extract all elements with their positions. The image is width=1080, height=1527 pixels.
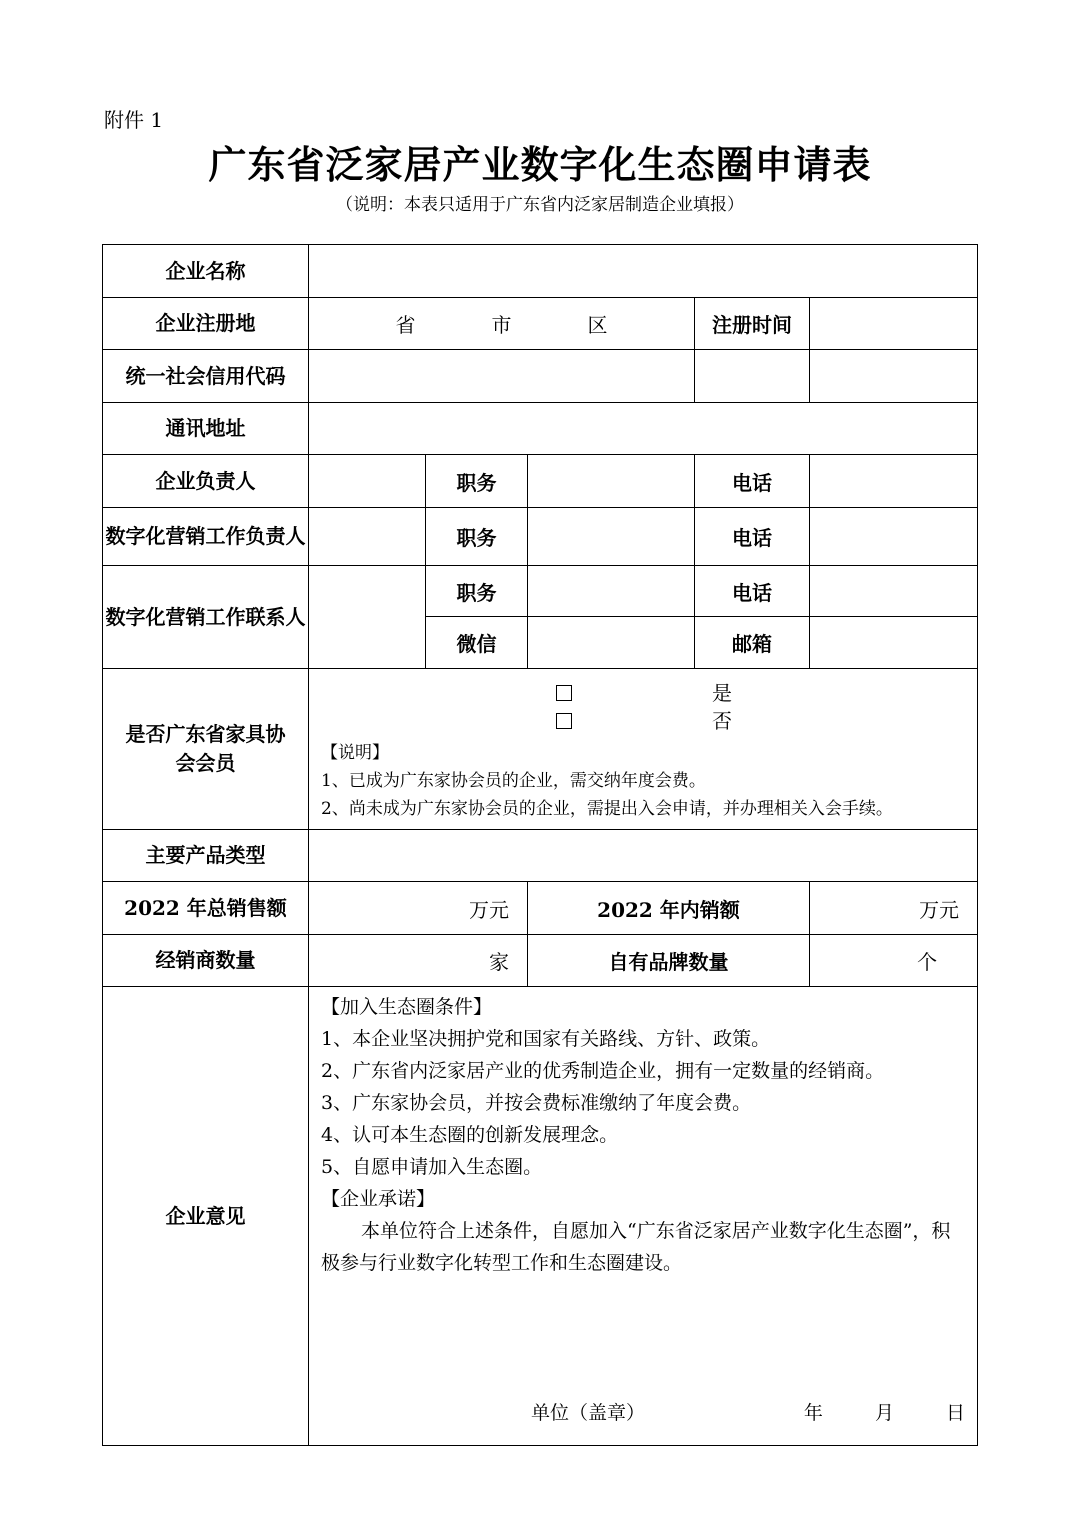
row-dealers-brands: [103, 935, 978, 987]
row-address: [103, 403, 978, 455]
marketing-contact-phone-label: 电话: [695, 566, 810, 617]
marketing-contact-position-field[interactable]: [528, 566, 695, 617]
products-label: 主要产品类型: [103, 830, 309, 882]
opinion-label: 企业意见: [103, 987, 309, 1446]
email-label: 邮箱: [695, 617, 810, 669]
condition-5: 5、自愿申请加入生态圈。: [321, 1156, 543, 1178]
company-name-label: 企业名称: [103, 245, 309, 298]
opinion-cell[interactable]: [309, 987, 978, 1446]
marketing-leader-position-label: 职务: [426, 508, 528, 566]
condition-2: 2、广东省内泛家居产业的优秀制造企业，拥有一定数量的经销商。: [321, 1060, 885, 1082]
brands-label: 自有品牌数量: [528, 935, 810, 987]
reg-place-field[interactable]: [309, 298, 695, 350]
domestic-sales-unit: 万元: [919, 897, 960, 922]
total-sales-field[interactable]: [309, 882, 528, 935]
day-label: 日: [946, 1402, 966, 1424]
brands-unit: 个: [917, 950, 938, 974]
form-title: 广东省泛家居产业数字化生态圈申请表: [208, 142, 872, 187]
credit-code-label: 统一社会信用代码: [103, 350, 309, 403]
province-label: 省: [395, 313, 416, 337]
dealers-label: 经销商数量: [103, 935, 309, 987]
reg-time-field[interactable]: [810, 298, 978, 350]
form-note: （说明：本表只适用于广东省内泛家居制造企业填报）: [336, 195, 744, 215]
row-marketing-contact-1: [103, 566, 978, 617]
marketing-contact-position-label: 职务: [426, 566, 528, 617]
company-name-field[interactable]: [309, 245, 978, 298]
row-marketing-leader: [103, 508, 978, 566]
products-field[interactable]: [309, 830, 978, 882]
leader-label: 企业负责人: [103, 455, 309, 508]
member-note-1: 1、已成为广东家协会员的企业，需交纳年度会费。: [321, 771, 706, 791]
marketing-contact-name-field[interactable]: [309, 566, 426, 669]
leader-phone-field[interactable]: [810, 455, 978, 508]
leader-name-field[interactable]: [309, 455, 426, 508]
member-yes-label: 是: [712, 681, 733, 705]
application-form-table: [102, 244, 978, 1446]
promise-text: 本单位符合上述条件，自愿加入“广东省泛家居产业数字化生态圈”，积极参与行业数字化转型工作和生态圈建设。: [321, 1220, 951, 1274]
blank-cell[interactable]: [695, 350, 810, 403]
domestic-sales-field[interactable]: [810, 882, 978, 935]
reg-time-label: 注册时间: [695, 298, 810, 350]
condition-4: 4、认可本生态圈的创新发展理念。: [321, 1124, 619, 1146]
row-leader: [103, 455, 978, 508]
marketing-leader-phone-field[interactable]: [810, 508, 978, 566]
wechat-label: 微信: [426, 617, 528, 669]
condition-3: 3、广东家协会员，并按会费标准缴纳了年度会费。: [321, 1092, 752, 1114]
member-note-2: 2、尚未成为广东家协会员的企业，需提出入会申请，并办理相关入会手续。: [321, 799, 893, 819]
address-field[interactable]: [309, 403, 978, 455]
leader-position-field[interactable]: [528, 455, 695, 508]
row-company-name: [103, 245, 978, 298]
seal-label: 单位（盖章）: [531, 1402, 646, 1424]
row-sales: [103, 882, 978, 935]
row-registration: [103, 298, 978, 350]
leader-position-label: 职务: [426, 455, 528, 508]
district-label: 区: [587, 313, 608, 337]
promise-title: 【企业承诺】: [321, 1188, 436, 1210]
city-label: 市: [491, 313, 512, 337]
row-products: [103, 830, 978, 882]
membership-cell: [309, 669, 978, 830]
brands-field[interactable]: [810, 935, 978, 987]
member-note-title: 【说明】: [321, 743, 389, 763]
address-label: 通讯地址: [103, 403, 309, 455]
total-sales-label: 2022 年总销售额: [103, 882, 309, 935]
marketing-leader-position-field[interactable]: [528, 508, 695, 566]
month-label: 月: [874, 1402, 894, 1424]
member-no-option[interactable]: [486, 707, 802, 735]
member-yes-option[interactable]: [486, 679, 802, 707]
marketing-leader-label: 数字化营销工作负责人: [103, 508, 309, 566]
credit-code-field[interactable]: [309, 350, 695, 403]
reg-place-label: 企业注册地: [103, 298, 309, 350]
checkbox-icon[interactable]: [556, 685, 572, 701]
email-field[interactable]: [810, 617, 978, 669]
blank-cell[interactable]: [810, 350, 978, 403]
checkbox-icon[interactable]: [556, 713, 572, 729]
conditions-title: 【加入生态圈条件】: [321, 996, 493, 1018]
dealers-unit: 家: [489, 950, 509, 974]
condition-1: 1、本企业坚决拥护党和国家有关路线、方针、政策。: [321, 1028, 771, 1050]
marketing-leader-phone-label: 电话: [695, 508, 810, 566]
attachment-label: 附件 1: [104, 108, 164, 132]
domestic-sales-label: 2022 年内销额: [528, 882, 810, 935]
year-label: 年: [803, 1402, 823, 1424]
dealers-field[interactable]: [309, 935, 528, 987]
leader-phone-label: 电话: [695, 455, 810, 508]
member-question-label: 是否广东省家具协会会员: [103, 669, 309, 830]
marketing-contact-phone-field[interactable]: [810, 566, 978, 617]
row-credit-code: [103, 350, 978, 403]
marketing-contact-label: 数字化营销工作联系人: [103, 566, 309, 669]
total-sales-unit: 万元: [469, 897, 509, 922]
wechat-field[interactable]: [528, 617, 695, 669]
row-opinion: [103, 987, 978, 1446]
marketing-leader-name-field[interactable]: [309, 508, 426, 566]
member-no-label: 否: [712, 709, 733, 733]
row-membership: [103, 669, 978, 830]
